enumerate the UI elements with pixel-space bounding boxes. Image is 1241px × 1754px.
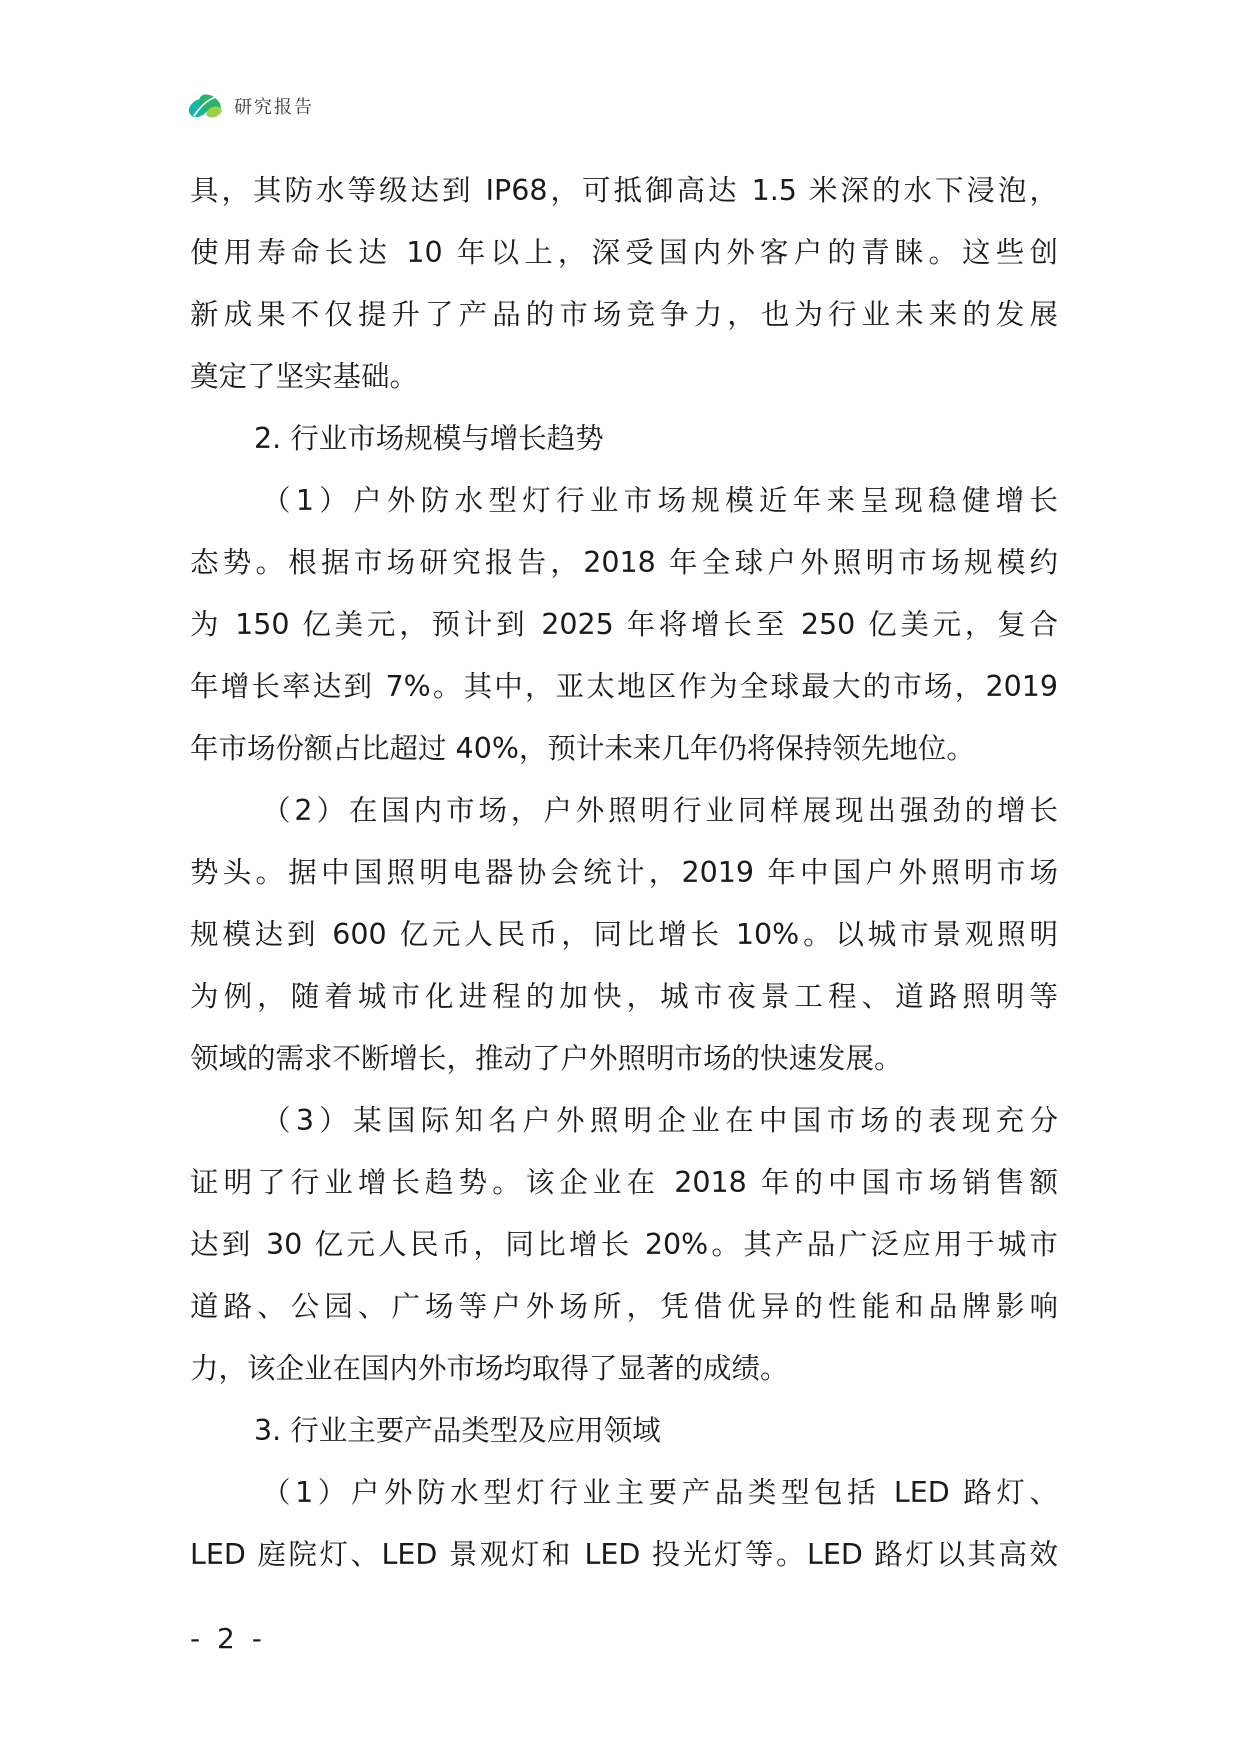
leaf-logo-icon [186,86,226,126]
paragraph-line: （2）在国内市场，户外照明行业同样展现出强劲的增长 [262,794,1058,827]
paragraph-line: 奠定了坚实基础。 [190,360,419,393]
paragraph-line: 证明了行业增长趋势。该企业在 2018 年的中国市场销售额 [190,1166,1058,1199]
paragraph-line: 使用寿命长达 10 年以上，深受国内外客户的青睐。这些创 [190,236,1058,269]
paragraph-line: 年增长率达到 7%。其中，亚太地区作为全球最大的市场，2019 [190,670,1058,703]
paragraph-line: 规模达到 600 亿元人民币，同比增长 10%。以城市景观照明 [190,918,1058,951]
paragraph-line: 为例，随着城市化进程的加快，城市夜景工程、道路照明等 [190,980,1058,1013]
paragraph-line: 力，该企业在国内外市场均取得了显著的成绩。 [190,1352,789,1385]
paragraph-line: 新成果不仅提升了产品的市场竞争力，也为行业未来的发展 [190,298,1058,331]
paragraph-line: 具，其防水等级达到 IP68，可抵御高达 1.5 米深的水下浸泡， [190,174,1058,207]
paragraph-line: LED 庭院灯、LED 景观灯和 LED 投光灯等。LED 路灯以其高效 [190,1538,1058,1571]
paragraph-line: 为 150 亿美元，预计到 2025 年将增长至 250 亿美元，复合 [190,608,1058,641]
paragraph-line: 领域的需求不断增长，推动了户外照明市场的快速发展。 [190,1042,903,1075]
paragraph-line: 道路、公园、广场等户外场所，凭借优异的性能和品牌影响 [190,1290,1058,1323]
page-header [186,86,314,126]
paragraph-line: 达到 30 亿元人民币，同比增长 20%。其产品广泛应用于城市 [190,1228,1058,1261]
section-heading: 2. 行业市场规模与增长趋势 [254,422,604,455]
header-title: 研究报告 [234,97,314,118]
page-number: - 2 - [190,1622,266,1655]
paragraph-line: （1）户外防水型灯行业主要产品类型包括 LED 路灯、 [262,1476,1058,1509]
paragraph-line: （3）某国际知名户外照明企业在中国市场的表现充分 [262,1104,1058,1137]
paragraph-line: 年市场份额占比超过 40%，预计未来几年仍将保持领先地位。 [190,732,975,765]
paragraph-line: （1）户外防水型灯行业市场规模近年来呈现稳健增长 [262,484,1058,517]
paragraph-line: 态势。根据市场研究报告，2018 年全球户外照明市场规模约 [190,546,1058,579]
section-heading: 3. 行业主要产品类型及应用领域 [254,1414,661,1447]
paragraph-line: 势头。据中国照明电器协会统计，2019 年中国户外照明市场 [190,856,1058,889]
document-body [190,160,1058,1586]
